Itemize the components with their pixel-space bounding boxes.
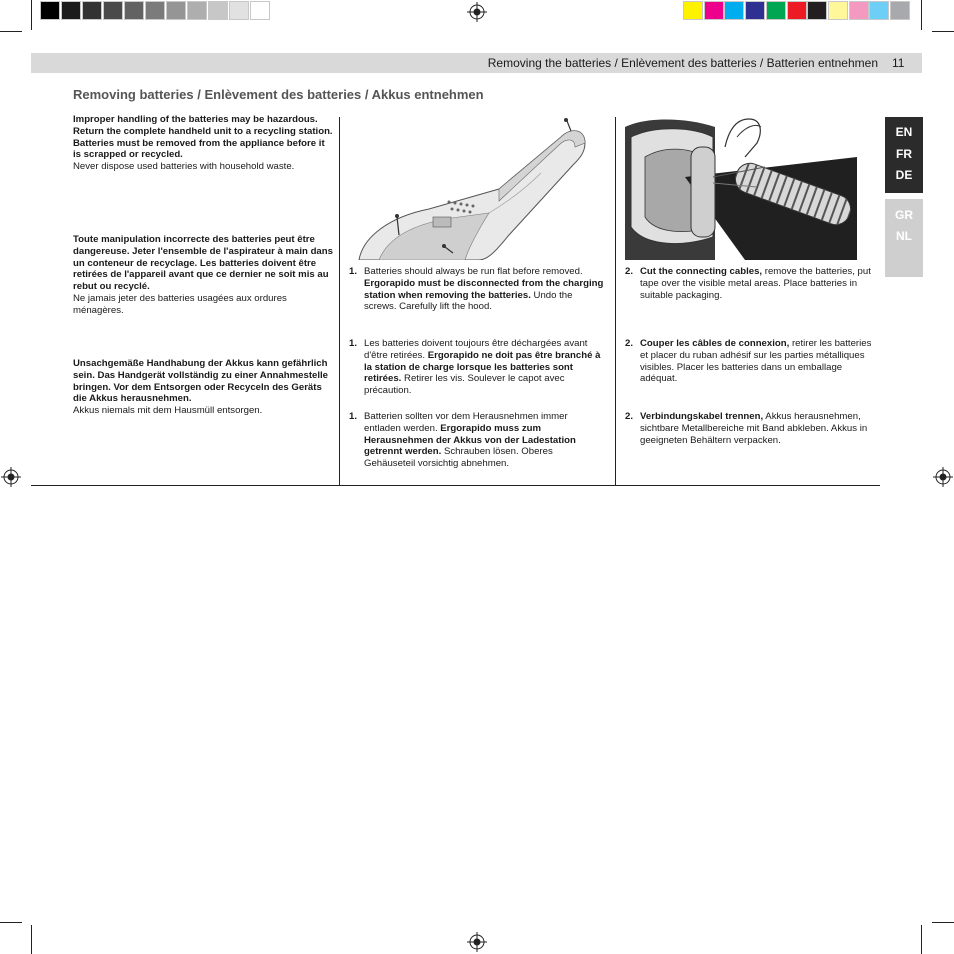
step-text: retirer les batteries et placer du ruban adhésif sur les parties métalliques visibles. Placer les batteries dans un emballage adéquat. <box>640 338 872 385</box>
color-swatch <box>828 1 848 20</box>
gray-swatch <box>250 1 270 20</box>
warning-bold-text: Improper handling of the batteries may be hazardous. Return the complete handheld unit to a recycling station. Batteries must be removed from the appliance before it is scrapped or recycled. <box>73 114 333 161</box>
step-bold-text: Ergorapido muss zum Herausnehmen der Akkus von der Ladestation getrennt werden. <box>364 422 576 458</box>
crop-mark <box>921 925 922 954</box>
breadcrumb: Removing the batteries / Enlèvement des batteries / Batterien entnehmen <box>487 56 878 70</box>
color-swatch <box>807 1 827 20</box>
crop-mark <box>31 0 32 30</box>
gray-swatch <box>82 1 102 20</box>
warning-de <box>73 358 335 417</box>
crop-mark <box>0 922 22 923</box>
warning-bold-text: Toute manipulation incorrecte des batteries peut être dangereuse. Jeter l'ensemble de l'aspirateur à main dans un conteneur de recyclage. Les batteries doivent être retirées de l'appareil avant que ce dernier ne soit mis au rebut ou recyclé. <box>73 234 333 293</box>
warning-bold-text: Unsachgemäße Handhabung der Akkus kann gefährlich sein. Das Handgerät vollständig zu einer Annahmestelle bringen. Vor dem Entsorgen oder Recyceln des Geräts die Akkus herausnehmen. <box>73 358 329 405</box>
gray-swatch <box>124 1 144 20</box>
section-title: Removing batteries / Enlèvement des batteries / Akkus entnehmen <box>73 87 484 102</box>
gray-swatch <box>187 1 207 20</box>
step-text: Batterien sollten vor dem Herausnehmen immer entladen werden. <box>364 411 568 434</box>
language-tabs-inactive <box>885 199 923 277</box>
step-bold-text: Ergorapido must be disconnected from the charging station when removing the batteries. <box>364 277 604 301</box>
color-swatch <box>683 1 703 20</box>
step-text: Retirer les vis. Soulever le capot avec précaution. <box>364 373 565 397</box>
step-bold-text: Ergorapido ne doit pas être branché à la station de charge lorsque les batteries sont retirées. <box>364 349 601 385</box>
step-number: 1. <box>349 411 358 422</box>
step-text: Akkus herausnehmen, sichtbare Metallbereiche mit Band abkleben. Akkus in geeigneten Behältern verpacken. <box>640 411 868 446</box>
gray-swatch <box>61 1 81 20</box>
color-swatch <box>704 1 724 20</box>
language-tab-fr[interactable]: FR <box>896 147 912 161</box>
warning-fr <box>73 234 335 317</box>
running-header <box>31 53 922 73</box>
gray-swatch <box>229 1 249 20</box>
color-swatch <box>787 1 807 20</box>
figure-cut-cables <box>625 117 857 260</box>
step-text: Les batteries doivent toujours être déchargées avant d'être retirées. <box>364 338 588 361</box>
figure-hood-removal <box>349 117 605 260</box>
gray-swatch <box>145 1 165 20</box>
crop-mark <box>932 922 954 923</box>
gray-swatch <box>166 1 186 20</box>
column-divider <box>339 117 340 486</box>
column-divider <box>615 117 616 486</box>
step-text: Batteries should always be run flat before removed. <box>364 266 583 277</box>
warning-normal-text: Ne jamais jeter des batteries usagées aux ordures ménagères. <box>73 292 287 316</box>
gray-swatch <box>40 1 60 20</box>
crop-mark <box>31 925 32 954</box>
color-swatch <box>869 1 889 20</box>
warning-normal-text: Akkus niemals mit dem Hausmüll entsorgen. <box>73 405 263 417</box>
step-number: 2. <box>625 266 634 277</box>
bottom-rule <box>31 485 880 486</box>
page-number: 11 <box>892 56 905 70</box>
language-tabs-active <box>885 117 923 193</box>
color-swatch <box>745 1 765 20</box>
language-tab-nl[interactable]: NL <box>896 229 912 243</box>
color-swatch <box>849 1 869 20</box>
gray-swatch <box>208 1 228 20</box>
color-swatch <box>724 1 744 20</box>
gray-swatch <box>103 1 123 20</box>
step-bold-text: Verbindungskabel trennen, <box>640 411 764 422</box>
crop-mark <box>921 0 922 30</box>
color-swatch <box>890 1 910 20</box>
step-number: 2. <box>625 338 634 349</box>
step-text: remove the batteries, put tape over the visible metal areas. Place batteries in suitable packaging. <box>640 266 871 301</box>
step-number: 1. <box>349 266 358 277</box>
warning-normal-text: Never dispose used batteries with household waste. <box>73 161 295 173</box>
step-text: Undo the screws. Carefully lift the hood. <box>364 289 573 313</box>
registration-target-icon <box>467 932 487 952</box>
language-tab-gr[interactable]: GR <box>895 208 913 222</box>
color-swatch <box>766 1 786 20</box>
language-tab-de[interactable]: DE <box>895 168 913 182</box>
step-bold-text: Cut the connecting cables, <box>640 266 763 277</box>
language-tab-en[interactable]: EN <box>895 125 913 139</box>
registration-target-icon <box>467 2 487 22</box>
warning-en <box>73 114 335 173</box>
registration-target-icon <box>933 467 953 487</box>
step-text: Schrauben lösen. Oberes Gehäuseteil vorsichtig abnehmen. <box>364 446 553 470</box>
step-bold-text: Couper les câbles de connexion, <box>640 338 790 349</box>
crop-mark <box>932 31 954 32</box>
step-number: 2. <box>625 411 634 422</box>
registration-target-icon <box>1 467 21 487</box>
crop-mark <box>0 31 22 32</box>
step-number: 1. <box>349 338 358 349</box>
